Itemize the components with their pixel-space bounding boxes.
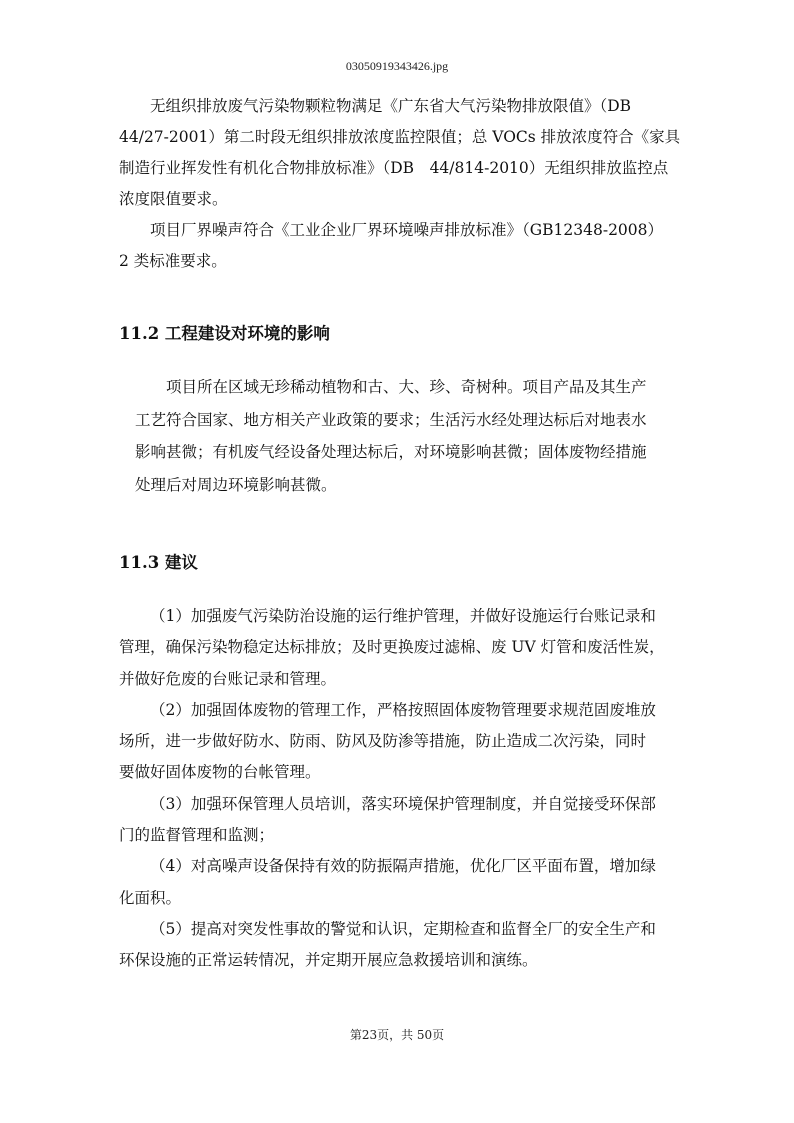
- text-line: 要做好固体废物的台帐管理。: [119, 763, 321, 782]
- text-line: 无组织排放废气污染物颗粒物满足《广东省大气污染物排放限值》（DB: [150, 97, 632, 115]
- text-line: （5）提高对突发性事故的警觉和认识，定期检查和监督全厂的安全生产和: [150, 919, 656, 938]
- text-line: （1）加强废气污染防治设施的运行维护管理，并做好设施运行台账记录和: [150, 607, 656, 625]
- text-line: 管理，确保污染物稳定达标排放；及时更换废过滤棉、废 UV 灯管和废活性炭，: [119, 638, 665, 657]
- text-line: 2 类标准要求。: [119, 252, 227, 270]
- page-number-footer: 第23页，共 50页: [349, 1028, 445, 1042]
- text-line: 项目所在区域无珍稀动植物和古、大、珍、奇树种。项目产品及其生产: [166, 378, 647, 396]
- text-line: 项目厂界噪声符合《工业企业厂界环境噪声排放标准》（GB12348-2008）: [150, 221, 664, 239]
- text-line: （2）加强固体废物的管理工作，严格按照固体废物管理要求规范固废堆放: [150, 700, 656, 719]
- intro-paragraph-1: [119, 91, 680, 215]
- text-line: 44/27-2001）第二时段无组织排放浓度监控限值；总 VOCs 排放浓度符合《家具: [119, 128, 681, 146]
- text-line: （4）对高噪声设备保持有效的防振隔声措施，优化厂区平面布置，增加绿: [150, 857, 656, 876]
- text-line: 处理后对周边环境影响甚微。: [135, 475, 337, 494]
- text-line: 场所，进一步做好防水、防雨、防风及防渗等措施，防止造成二次污染，同时: [119, 732, 647, 751]
- recommendation-item-5: [119, 914, 665, 977]
- text-line: 制造行业挥发性有机化合物排放标准》（DB 44/814-2010）无组织排放监控点: [119, 159, 669, 177]
- section-heading-11-2: 11.2 工程建设对环境的影响: [119, 324, 330, 343]
- text-line: 门的监督管理和监测；: [119, 826, 275, 845]
- text-line: 环保设施的正常运转情况，并定期开展应急救援培训和演练。: [119, 951, 538, 970]
- text-line: 并做好危废的台账记录和管理。: [119, 669, 337, 688]
- recommendation-list: [119, 601, 665, 977]
- recommendation-item-2: [119, 695, 665, 789]
- text-line: 化面积。: [119, 888, 182, 907]
- text-line: 影响甚微；有机废气经设备处理达标后，对环境影响甚微；固体废物经措施: [135, 443, 647, 461]
- intro-paragraph-2: [119, 215, 663, 277]
- section-11-2-paragraph: [135, 371, 647, 501]
- file-name-header: 03050919343426.jpg: [345, 59, 449, 73]
- text-line: （3）加强环保管理人员培训，落实环境保护管理制度，并自觉接受环保部: [150, 794, 656, 813]
- recommendation-item-1: [119, 601, 665, 695]
- section-heading-11-3: 11.3 建议: [119, 553, 198, 572]
- text-line: 浓度限值要求。: [119, 190, 228, 208]
- recommendation-item-4: [119, 851, 665, 914]
- text-line: 工艺符合国家、地方相关产业政策的要求；生活污水经处理达标后对地表水: [135, 410, 647, 429]
- recommendation-item-3: [119, 789, 665, 852]
